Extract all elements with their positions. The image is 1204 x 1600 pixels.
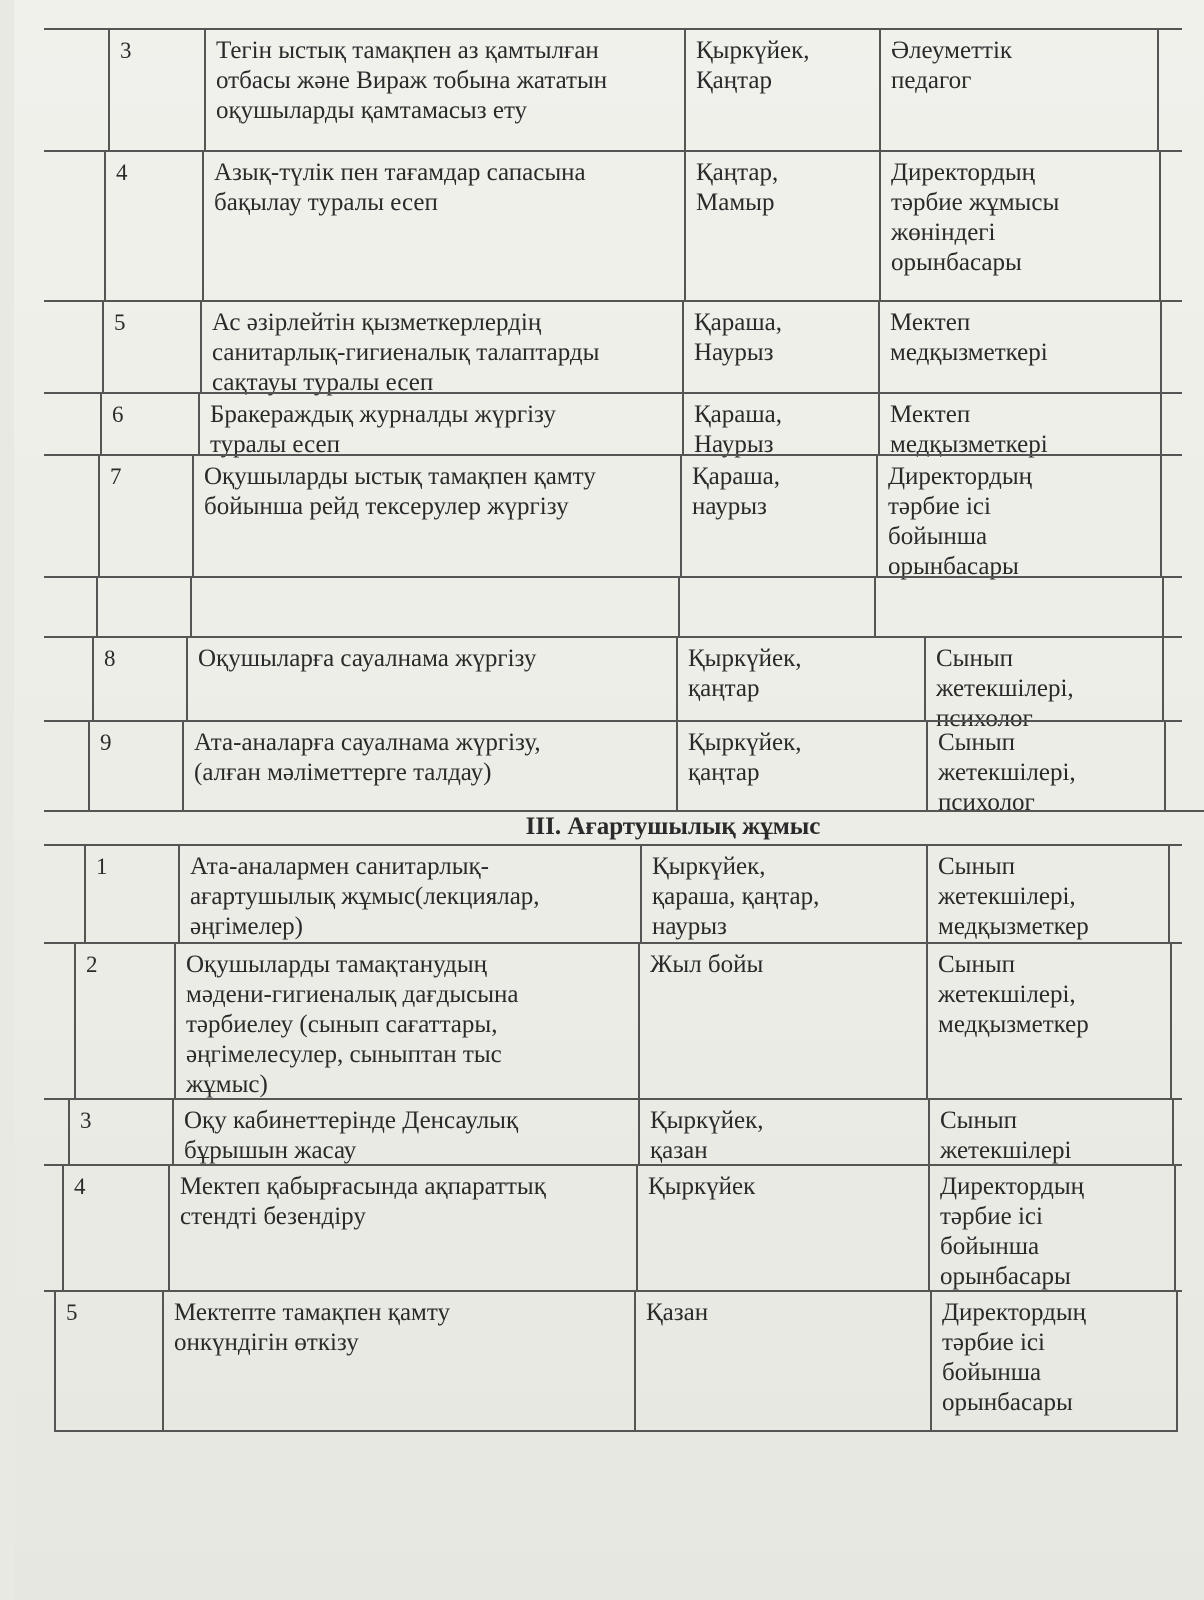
- responsible-cell: Сынып жетекшілері: [928, 1100, 1174, 1166]
- time-cell: Қыркүйек, Қаңтар: [684, 30, 879, 152]
- table-row: [44, 392, 1182, 456]
- responsible-cell: Директордың тәрбие ісі бойынша орынбасары: [930, 1292, 1178, 1432]
- responsible-cell: Сынып жетекшілері, психолог: [924, 638, 1164, 722]
- responsible-cell: Мектеп медқызметкері: [878, 394, 1162, 456]
- row-number: 4: [62, 1166, 168, 1292]
- table-row: [44, 1164, 1182, 1292]
- task-cell: Оқу кабинеттерінде Денсаулық бұрышын жасау: [172, 1100, 638, 1166]
- row-number: 5: [54, 1292, 162, 1432]
- time-cell: [678, 578, 874, 638]
- table-row: [44, 720, 1182, 816]
- table-row: [44, 1098, 1182, 1166]
- time-cell: Қаңтар, Мамыр: [684, 152, 879, 302]
- time-cell: Қазан: [634, 1292, 930, 1432]
- time-cell: Қараша, наурыз: [680, 456, 876, 578]
- row-number: 3: [108, 30, 204, 152]
- responsible-cell: Директордың тәрбие ісі бойынша орынбасары: [876, 456, 1162, 578]
- responsible-cell: Мектеп медқызметкері: [878, 302, 1162, 394]
- row-number: 6: [100, 394, 198, 456]
- task-cell: Бракераждық журналды жүргізу туралы есеп: [198, 394, 682, 456]
- time-cell: Қараша, Наурыз: [682, 302, 878, 394]
- time-cell: Қыркүйек, қараша, қаңтар, наурыз: [640, 846, 926, 944]
- table-row: [44, 1290, 1182, 1432]
- responsible-cell: Сынып жетекшілері, медқызметкер: [926, 846, 1170, 944]
- table-row: [44, 942, 1182, 1100]
- responsible-cell: Әлеуметтік педагог: [879, 30, 1159, 152]
- time-cell: Қыркүйек, қазан: [638, 1100, 928, 1166]
- row-number: 9: [88, 722, 182, 812]
- table-row: [44, 300, 1182, 394]
- task-cell: Оқушыларды тамақтанудың мәдени-гигиеналық дағдысына тәрбиелеу (сынып сағаттары, әңгімелесулер, сыныптан тыс жұмыс): [174, 944, 638, 1100]
- task-cell: [190, 578, 678, 638]
- document-page: [14, 0, 1204, 1600]
- section-heading: III. Ағартушылық жұмыс: [44, 810, 1204, 846]
- table-bottom-border: [54, 1430, 1178, 1432]
- task-cell: Ата-аналармен санитарлық- ағартушылық жұмыс(лекциялар, әңгімелер): [178, 846, 640, 944]
- task-cell: Мектеп қабырғасында ақпараттық стендті безендіру: [168, 1166, 636, 1292]
- table-row: [44, 844, 1182, 944]
- table-row: [44, 454, 1182, 578]
- responsible-cell: Сынып жетекшілері, медқызметкер: [926, 944, 1172, 1100]
- row-number: 5: [102, 302, 200, 394]
- table-row: [44, 28, 1182, 152]
- task-cell: Ата-аналарға сауалнама жүргізу, (алған мәліметтерге талдау): [182, 722, 676, 812]
- time-cell: Жыл бойы: [638, 944, 926, 1100]
- time-cell: Қыркүйек, қаңтар: [676, 722, 926, 812]
- responsible-cell: Директордың тәрбие жұмысы жөніндегі орынбасары: [879, 152, 1161, 302]
- task-cell: Оқушыларға сауалнама жүргізу: [186, 638, 676, 722]
- responsible-cell: Сынып жетекшілері, психолог: [926, 722, 1166, 812]
- responsible-cell: [874, 578, 1164, 638]
- row-number: [96, 578, 190, 638]
- row-number: 2: [74, 944, 174, 1100]
- responsible-cell: Директордың тәрбие ісі бойынша орынбасары: [928, 1166, 1176, 1292]
- task-cell: Ас әзірлейтін қызметкерлердің санитарлық-гигиеналық талаптарды сақтауы туралы есеп: [200, 302, 682, 394]
- table-row: [44, 636, 1182, 732]
- task-cell: Оқушыларды ыстық тамақпен қамту бойынша рейд тексерулер жүргізу: [192, 456, 680, 578]
- time-cell: Қыркүйек, қаңтар: [676, 638, 924, 722]
- row-number: 3: [68, 1100, 172, 1166]
- table-row-empty: [44, 576, 1182, 638]
- time-cell: Қараша, Наурыз: [682, 394, 878, 456]
- task-cell: Тегін ыстық тамақпен аз қамтылған отбасы және Вираж тобына жататын оқушыларды қамтамасыз ету: [204, 30, 684, 152]
- row-number: 1: [84, 846, 178, 944]
- task-cell: Мектепте тамақпен қамту онкүндігін өткізу: [162, 1292, 634, 1432]
- row-number: 8: [92, 638, 186, 722]
- task-cell: Азық-түлік пен тағамдар сапасына бақылау туралы есеп: [202, 152, 684, 302]
- time-cell: Қыркүйек: [636, 1166, 928, 1292]
- table-row: [44, 150, 1182, 302]
- row-number: 4: [104, 152, 202, 302]
- row-number: 7: [98, 456, 192, 578]
